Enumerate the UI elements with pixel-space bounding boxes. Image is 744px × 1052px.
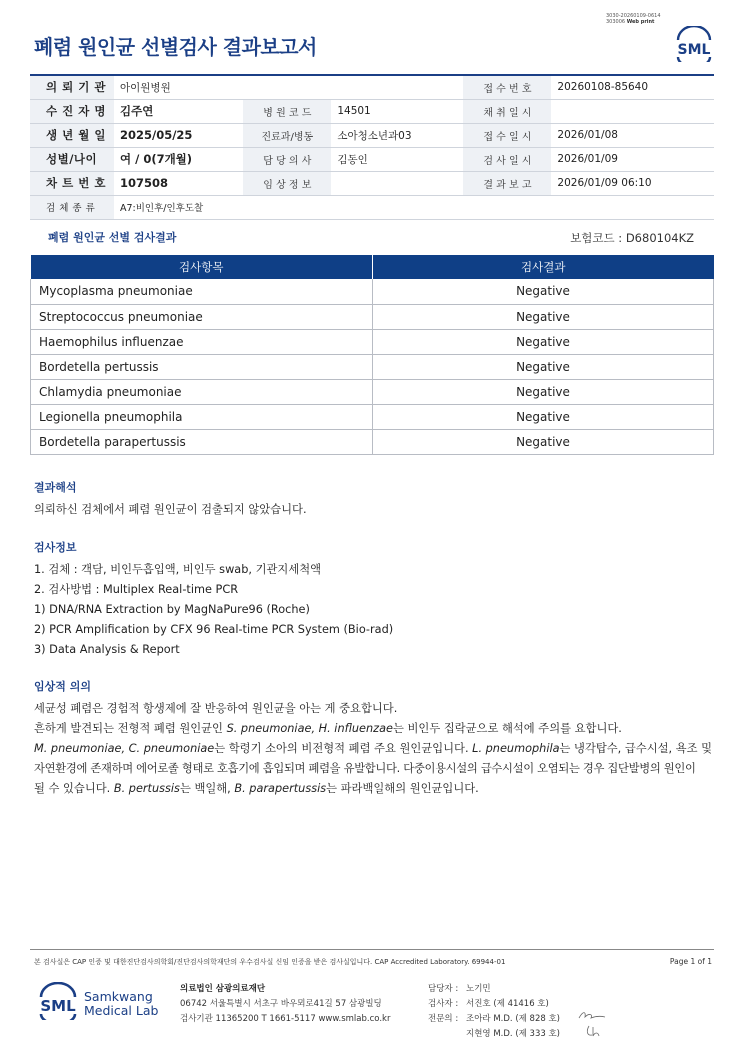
logo-text: SML	[677, 42, 711, 58]
staff-row: 전문의 : 조아라 M.D. (제 828 호)	[428, 1014, 561, 1024]
signature-icon	[584, 1023, 604, 1039]
test-info-line: 2) PCR Amplification by CFX 96 Real-time PCR System (Bio-rad)	[34, 623, 394, 636]
info-row	[30, 195, 714, 219]
specimen-value: A7:비인후/인후도찰	[114, 195, 714, 219]
info-value: 2026/01/08	[551, 123, 714, 147]
info-label: 접 수 일 시	[463, 123, 551, 147]
result-header-row	[31, 255, 714, 279]
table-row	[31, 379, 714, 404]
header-test-result: 검사결과	[373, 255, 714, 279]
section-title: 폐렴 원인균 선별 검사결과	[48, 231, 177, 244]
page-title: 폐렴 원인균 선별검사 결과보고서	[34, 35, 317, 59]
test-result: Negative	[373, 404, 714, 429]
test-item: Mycoplasma pneumoniae	[31, 279, 373, 304]
info-row	[30, 123, 714, 147]
clinical-title: 임상적 의의	[34, 680, 91, 693]
test-info-line: 3) Data Analysis & Report	[34, 643, 180, 656]
clinical-line: M. pneumoniae, C. pneumoniae는 학령기 소아의 비전형적 폐렴 주요 원인균입니다. L. pneumophila는 냉각탑수, 급수시설, 욕조 및	[34, 742, 713, 755]
info-value	[331, 171, 463, 195]
test-item: Chlamydia pneumoniae	[31, 379, 373, 404]
info-value: 14501	[331, 99, 463, 123]
org-name: 의료법인 삼광의료재단	[180, 984, 266, 994]
test-item: Streptococcus pneumoniae	[31, 304, 373, 329]
clinical-line: 흔하게 발견되는 전형적 폐렴 원인균인 S. pneumoniae, H. influenzae는 비인두 집락균으로 해석에 주의를 요합니다.	[34, 722, 622, 735]
info-label: 접 수 번 호	[463, 75, 551, 99]
signature-icon	[577, 1009, 607, 1023]
test-info-line: 1) DNA/RNA Extraction by MagNaPure96 (Roche)	[34, 603, 310, 616]
test-info-section	[34, 538, 393, 660]
interpretation-text: 의뢰하신 검체에서 폐렴 원인균이 검출되지 않았습니다.	[34, 503, 307, 516]
staff-row: 검사자 : 서진호 (제 41416 호)	[428, 999, 549, 1009]
test-item: Bordetella parapertussis	[31, 429, 373, 454]
org-address: 06742 서울특별시 서초구 바우뫼로41길 57 삼광빌딩	[180, 999, 382, 1009]
accreditation-note: 본 검사실은 CAP 인증 및 대한진단검사의학회/진단검사의학재단의 우수검사실 신임 인증을 받은 검사실입니다. CAP Accredited Laboratory. 69944-01	[34, 958, 506, 966]
info-value: 2026/01/09	[551, 147, 714, 171]
staff-row: 지현영 M.D. (제 333 호)	[466, 1029, 561, 1039]
info-row	[30, 147, 714, 171]
footer-divider	[30, 949, 714, 950]
brand-name: Samkwang Medical Lab	[84, 989, 159, 1018]
page-number: Page 1 of 1	[669, 957, 712, 966]
staff-info	[428, 982, 560, 1042]
specimen-label: 검 체 종 류	[30, 195, 114, 219]
patient-info-table	[30, 74, 714, 220]
interpretation-title: 결과해석	[34, 481, 77, 494]
staff-row: 담당자 : 노기민	[428, 984, 491, 994]
test-result: Negative	[373, 304, 714, 329]
test-result: Negative	[373, 379, 714, 404]
info-value: 김주연	[114, 99, 243, 123]
table-row	[31, 354, 714, 379]
info-value: 김동인	[331, 147, 463, 171]
table-row	[31, 404, 714, 429]
info-value: 2025/05/25	[114, 123, 243, 147]
info-value	[551, 99, 714, 123]
test-item: Legionella pneumophila	[31, 404, 373, 429]
org-contact: 검사기관 11365200 T 1661-5117 www.smlab.co.kr	[180, 1014, 391, 1024]
test-info-title: 검사정보	[34, 541, 77, 554]
test-item: Bordetella pertussis	[31, 354, 373, 379]
clinical-line: 자연환경에 존재하며 에어로졸 형태로 호흡기에 흡입되며 폐렴을 유발합니다. 다중이용시설의 급수시설이 오염되는 경우 집단발병의 원인이	[34, 762, 696, 775]
info-value: 2026/01/09 06:10	[551, 171, 714, 195]
info-label: 차 트 번 호	[30, 171, 114, 195]
test-result: Negative	[373, 354, 714, 379]
test-item: Haemophilus influenzae	[31, 329, 373, 354]
info-label: 성별/나이	[30, 147, 114, 171]
result-table	[30, 255, 714, 455]
interpretation-section	[34, 478, 307, 520]
report-code: 3030-20260109-0614 303006 Web print	[606, 13, 661, 25]
info-value: 20260108-85640	[551, 75, 714, 99]
insurance-code: 보험코드 : D680104KZ	[570, 231, 694, 245]
info-value: 107508	[114, 171, 243, 195]
info-value: 아이원병원	[114, 75, 463, 99]
info-label: 의 뢰 기 관	[30, 75, 114, 99]
info-label: 검 사 일 시	[463, 147, 551, 171]
table-row	[31, 329, 714, 354]
info-label: 채 취 일 시	[463, 99, 551, 123]
clinical-section	[34, 677, 712, 799]
info-label: 수 진 자 명	[30, 99, 114, 123]
info-row	[30, 171, 714, 195]
info-label: 임 상 정 보	[243, 171, 331, 195]
info-row	[30, 75, 714, 99]
sml-logo-icon	[672, 26, 716, 62]
table-row	[31, 279, 714, 304]
info-label: 생 년 월 일	[30, 123, 114, 147]
header-test-item: 검사항목	[31, 255, 373, 279]
sml-logo-icon	[36, 982, 80, 1020]
info-value: 여 / 0(7개월)	[114, 147, 243, 171]
clinical-line: 세균성 폐렴은 경험적 항생제에 잘 반응하여 원인균을 아는 게 중요합니다.	[34, 702, 398, 715]
test-result: Negative	[373, 279, 714, 304]
test-info-line: 1. 검체 : 객담, 비인두흡입액, 비인두 swab, 기관지세척액	[34, 563, 322, 576]
info-label: 병 원 코 드	[243, 99, 331, 123]
info-row	[30, 99, 714, 123]
test-result: Negative	[373, 329, 714, 354]
table-row	[31, 429, 714, 454]
info-label: 결 과 보 고	[463, 171, 551, 195]
clinical-line: 될 수 있습니다. B. pertussis는 백일해, B. parapertussis는 파라백일해의 원인균입니다.	[34, 782, 479, 795]
test-result: Negative	[373, 429, 714, 454]
organization-info	[180, 982, 390, 1027]
info-label: 진료과/병동	[243, 123, 331, 147]
info-label: 담 당 의 사	[243, 147, 331, 171]
test-info-line: 2. 검사방법 : Multiplex Real-time PCR	[34, 583, 239, 596]
info-value: 소아청소년과03	[331, 123, 463, 147]
logo-text: SML	[40, 997, 76, 1015]
table-row	[31, 304, 714, 329]
